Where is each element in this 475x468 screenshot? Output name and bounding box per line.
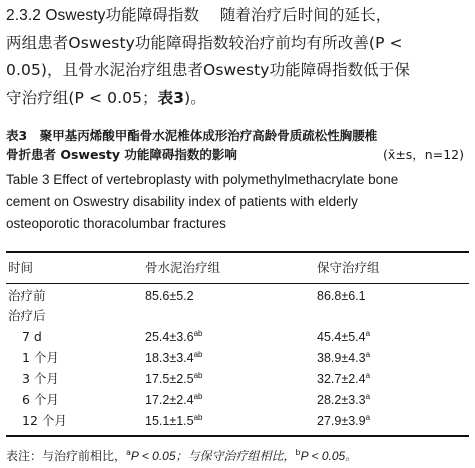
table-row	[6, 348, 469, 368]
value-text: 45.4±5.4	[317, 330, 366, 344]
footnote-prefix: 表注：与治疗前相比，	[6, 449, 127, 463]
value-text: 25.4±3.6	[145, 330, 194, 344]
value-text: 17.5±2.5	[145, 372, 194, 386]
significance-mark: a	[365, 392, 371, 401]
paragraph-line-4	[6, 85, 468, 113]
cement-value	[145, 348, 202, 368]
conservative-value	[317, 286, 366, 306]
section-heading: 2.3.2 Oswesty功能障碍指数	[6, 7, 200, 24]
value-text: 17.2±2.4	[145, 393, 194, 407]
paragraph-line-3: 0.05)，且骨水泥治疗组患者Oswesty功能障碍指数低于保	[6, 61, 410, 79]
time-cell: 1 个月	[22, 350, 59, 365]
time-cell: 治疗后	[8, 308, 46, 323]
significance-mark: a	[365, 350, 371, 359]
table-row	[6, 286, 469, 306]
table-reference: 表3	[157, 88, 185, 107]
paragraph-text: 随着治疗后时间的延长，	[219, 6, 392, 24]
cement-value	[145, 327, 202, 347]
table-top-rule	[6, 251, 469, 253]
cement-value	[145, 390, 202, 410]
paragraph-text: )。	[184, 88, 206, 107]
conservative-value	[317, 411, 370, 431]
significance-mark: ab	[193, 350, 203, 359]
paragraph-line-1	[6, 2, 468, 30]
time-cell: 治疗前	[8, 288, 46, 303]
significance-mark: a	[365, 371, 371, 380]
caption-en-line-3: osteoporotic thoracolumbar fractures	[6, 216, 226, 231]
table-footnote	[6, 447, 469, 465]
header-conservative-group: 保守治疗组	[317, 260, 380, 275]
conservative-value	[317, 327, 370, 347]
table-header-row	[6, 258, 469, 278]
table-row	[6, 327, 469, 347]
value-text: 28.2±3.3	[317, 393, 366, 407]
footnote-text-b: P < 0.05。	[300, 449, 358, 463]
body-paragraph	[6, 2, 468, 112]
cement-value	[145, 411, 202, 431]
caption-cn-line-1: 表3 聚甲基丙烯酸甲酯骨水泥椎体成形治疗高龄骨质疏松性胸腰椎	[6, 128, 378, 143]
table-caption-chinese	[6, 126, 468, 164]
value-text: 15.1±1.5	[145, 414, 194, 428]
header-cement-group: 骨水泥治疗组	[145, 260, 221, 275]
table-row	[6, 306, 469, 326]
paragraph-line-2: 两组患者Oswesty功能障碍指数较治疗前均有所改善(P <	[6, 33, 403, 52]
caption-cn-line-2: 骨折患者 Oswesty 功能障碍指数的影响	[6, 147, 237, 162]
significance-mark: a	[365, 329, 371, 338]
table-row	[6, 369, 469, 389]
header-time: 时间	[8, 260, 34, 275]
caption-en-line-2: cement on Oswestry disability index of patients with elderly	[6, 194, 358, 209]
footnote-mark-a: a	[126, 448, 131, 457]
table-caption-english	[6, 169, 468, 235]
conservative-value	[317, 348, 370, 368]
paragraph-text: 守治疗组(P < 0.05；	[6, 88, 158, 107]
caption-en-line-1: Table 3 Effect of vertebroplasty with polymethylmethacrylate bone	[6, 172, 399, 187]
significance-mark: a	[365, 413, 371, 422]
table-row	[6, 390, 469, 410]
value-text: 18.3±3.4	[145, 351, 194, 365]
table-bottom-rule	[6, 435, 469, 437]
value-text: 27.9±3.9	[317, 414, 366, 428]
significance-mark: ab	[193, 329, 203, 338]
significance-mark: ab	[193, 392, 203, 401]
value-text: 86.8±6.1	[317, 289, 366, 303]
caption-statistic-note: (x̄±s，n=12)	[383, 147, 464, 162]
value-text: 32.7±2.4	[317, 372, 366, 386]
significance-mark: ab	[193, 413, 203, 422]
table-header-rule	[6, 283, 469, 284]
time-cell: 12 个月	[22, 413, 67, 428]
conservative-value	[317, 390, 370, 410]
time-cell: 7 d	[22, 329, 42, 344]
cement-value	[145, 369, 202, 389]
value-text: 85.6±5.2	[145, 289, 194, 303]
significance-mark: ab	[193, 371, 203, 380]
footnote-text-a: P < 0.05；与保守治疗组相比，	[130, 449, 296, 463]
time-cell: 6 个月	[22, 392, 59, 407]
table-row	[6, 411, 469, 431]
time-cell: 3 个月	[22, 371, 59, 386]
cement-value	[145, 286, 194, 306]
value-text: 38.9±4.3	[317, 351, 366, 365]
footnote-mark-b: b	[295, 448, 301, 457]
conservative-value	[317, 369, 370, 389]
